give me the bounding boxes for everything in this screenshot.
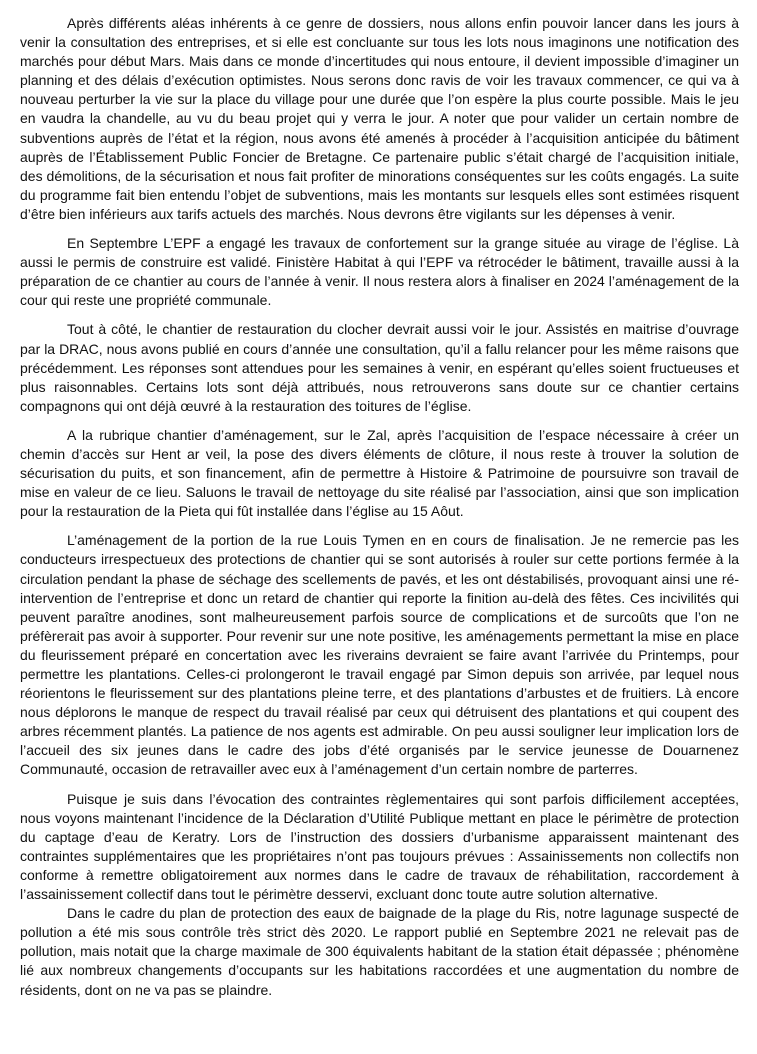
- paragraph-plage-du-ris: Dans le cadre du plan de protection des eaux de baignade de la plage du Ris, notre lagunage suspecté de pollution a été mis sous contrôle très strict dès 2020. Le rapport publié en Septembre 2021 ne relevait pas de pollution, mais notait que la charge maximale de 300 équivalents habitant de la station était dépassée ; phénomène lié aux nombreux changements d’occupants sur les habitations raccordées et une augmentation du nombre de résidents, dont on ne va pas se plaindre.: [20, 905, 739, 998]
- paragraph-rue-louis-tymen: L’aménagement de la portion de la rue Louis Tymen en en cours de finalisation. Je ne remercie pas les conducteurs irrespectueux des protections de chantier qui se sont autorisés à rouler sur cette portions fermée à la circulation pendant la phase de séchage des scellements de pavés, et les ont déstabilisés, provoquant ainsi une ré-intervention de l’entreprise et donc un retard de chantier qui reporte la finition au-delà des fêtes. Ces incivilités qui peuvent paraître anodines, sont malheureusement parfois source de complications et de surcoûts que l’on ne préfèrerait pas avoir à supporter. Pour revenir sur une note positive, les aménagements permettant la mise en place du fleurissement préparé en concertation avec les riverains devraient se faire avant l’arrivée du Printemps, pour permettre les plantations. Celles-ci prolongeront le travail engagé par Simon depuis son arrivée, par lequel nous réorientons le fleurissement sur des plantations pleine terre, et des plantations d’arbustes et de fruitiers. Là encore nous déplorons le manque de respect du travail réalisé par ceux qui détruisent des plantations et qui coupent des arbres récemment plantés. La patience de nos agents est admirable. On peu aussi souligner leur implication lors de l’accueil des six jeunes dans le cadre des jobs d’été organisés par le service jeunesse de Douarnenez Communauté, occasion de retravailler avec eux à l’aménagement d’un certain nombre de parterres.: [20, 532, 739, 778]
- paragraph-consultation-entreprises: Après différents aléas inhérents à ce genre de dossiers, nous allons enfin pouvoir lancer dans les jours à venir la consultation des entreprises, et si elle est concluante sur tous les lots nous imaginons une notification des marchés pour début Mars. Mais dans ce monde d’incertitudes qui nous entoure, il devient impossible d’imaginer un planning et des délais d’exécution optimistes. Nous serons donc ravis de voir les travaux commencer, ce qui va à nouveau perturber la vie sur la place du village pour une durée que l’on espère la plus courte possible. Mais le jeu en vaudra la chandelle, au vu du beau projet qui y verra le jour. A noter que pour valider un certain nombre de subventions auprès de l’état et la région, nous avons été amenés à procéder à l’acquisition anticipée du bâtiment auprès de l’Établissement Public Foncier de Bretagne. Ce partenaire public s’était chargé de l’acquisition initiale, des démolitions, de la sécurisation et nous fait profiter de minorations conséquentes sur les coûts engagés. La suite du programme fait bien entendu l’objet de subventions, mais les montants sur lesquels elles sont estimées risquent d’être bien inférieurs aux tarifs actuels des marchés. Nous devrons être vigilants sur les dépenses à venir.: [20, 15, 739, 222]
- paragraph-grange-epf: En Septembre L’EPF a engagé les travaux de confortement sur la grange située au virage de l’église. Là aussi le permis de construire est validé. Finistère Habitat à qui l’EPF va rétrocéder le bâtiment, travaille aussi à la préparation de ce chantier au cours de l’année à venir. Il nous restera alors à finaliser en 2024 l’aménagement de la cour qui reste une propriété communale.: [20, 235, 739, 309]
- paragraph-zal: A la rubrique chantier d’aménagement, sur le Zal, après l’acquisition de l’espace nécessaire à créer un chemin d’accès sur Hent ar veil, la pose des divers éléments de clôture, il nous reste à trouver la solution de sécurisation du puits, et son financement, afin de permettre à Histoire & Patrimoine de poursuivre son travail de mise en valeur de ce lieu. Saluons le travail de nettoyage du site réalisé par l’association, ainsi que son implication pour la restauration de la Pieta qui fût installée dans l’église au 15 Aôut.: [20, 426, 739, 520]
- paragraph-captage-eau: Puisque je suis dans l’évocation des contraintes règlementaires qui sont parfois difficilement acceptées, nous voyons maintenant l’incidence de la Déclaration d’Utilité Publique mettant en place le périmètre de protection du captage d’eau de Keratry. Lors de l’instruction des dossiers d’urbanisme apparaissent maintenant des contraintes supplémentaires que les propriétaires n’ont pas toujours prévues : Assainissements non collectifs non conforme à remettre obligatoirement aux normes dans le cadre de travaux de réhabilitation, raccordement à l’assainissement collectif dans tout le périmètre desservi, excluant donc toute autre solution alternative.: [20, 790, 739, 903]
- paragraph-clocher: Tout à côté, le chantier de restauration du clocher devrait aussi voir le jour. Assistés en maitrise d’ouvrage par la DRAC, nous avons publié en cours d’année une consultation, qu’il a fallu relancer pour les même raisons que précédemment. Les réponses sont attendues pour les semaines à venir, en espérant qu’elles soient fructueuses et plus raisonnables. Certains lots sont déjà attribués, nous retrouverons sans doute sur ce chantier certains compagnons qui ont déjà œuvré à la restauration des toitures de l’église.: [20, 321, 739, 414]
